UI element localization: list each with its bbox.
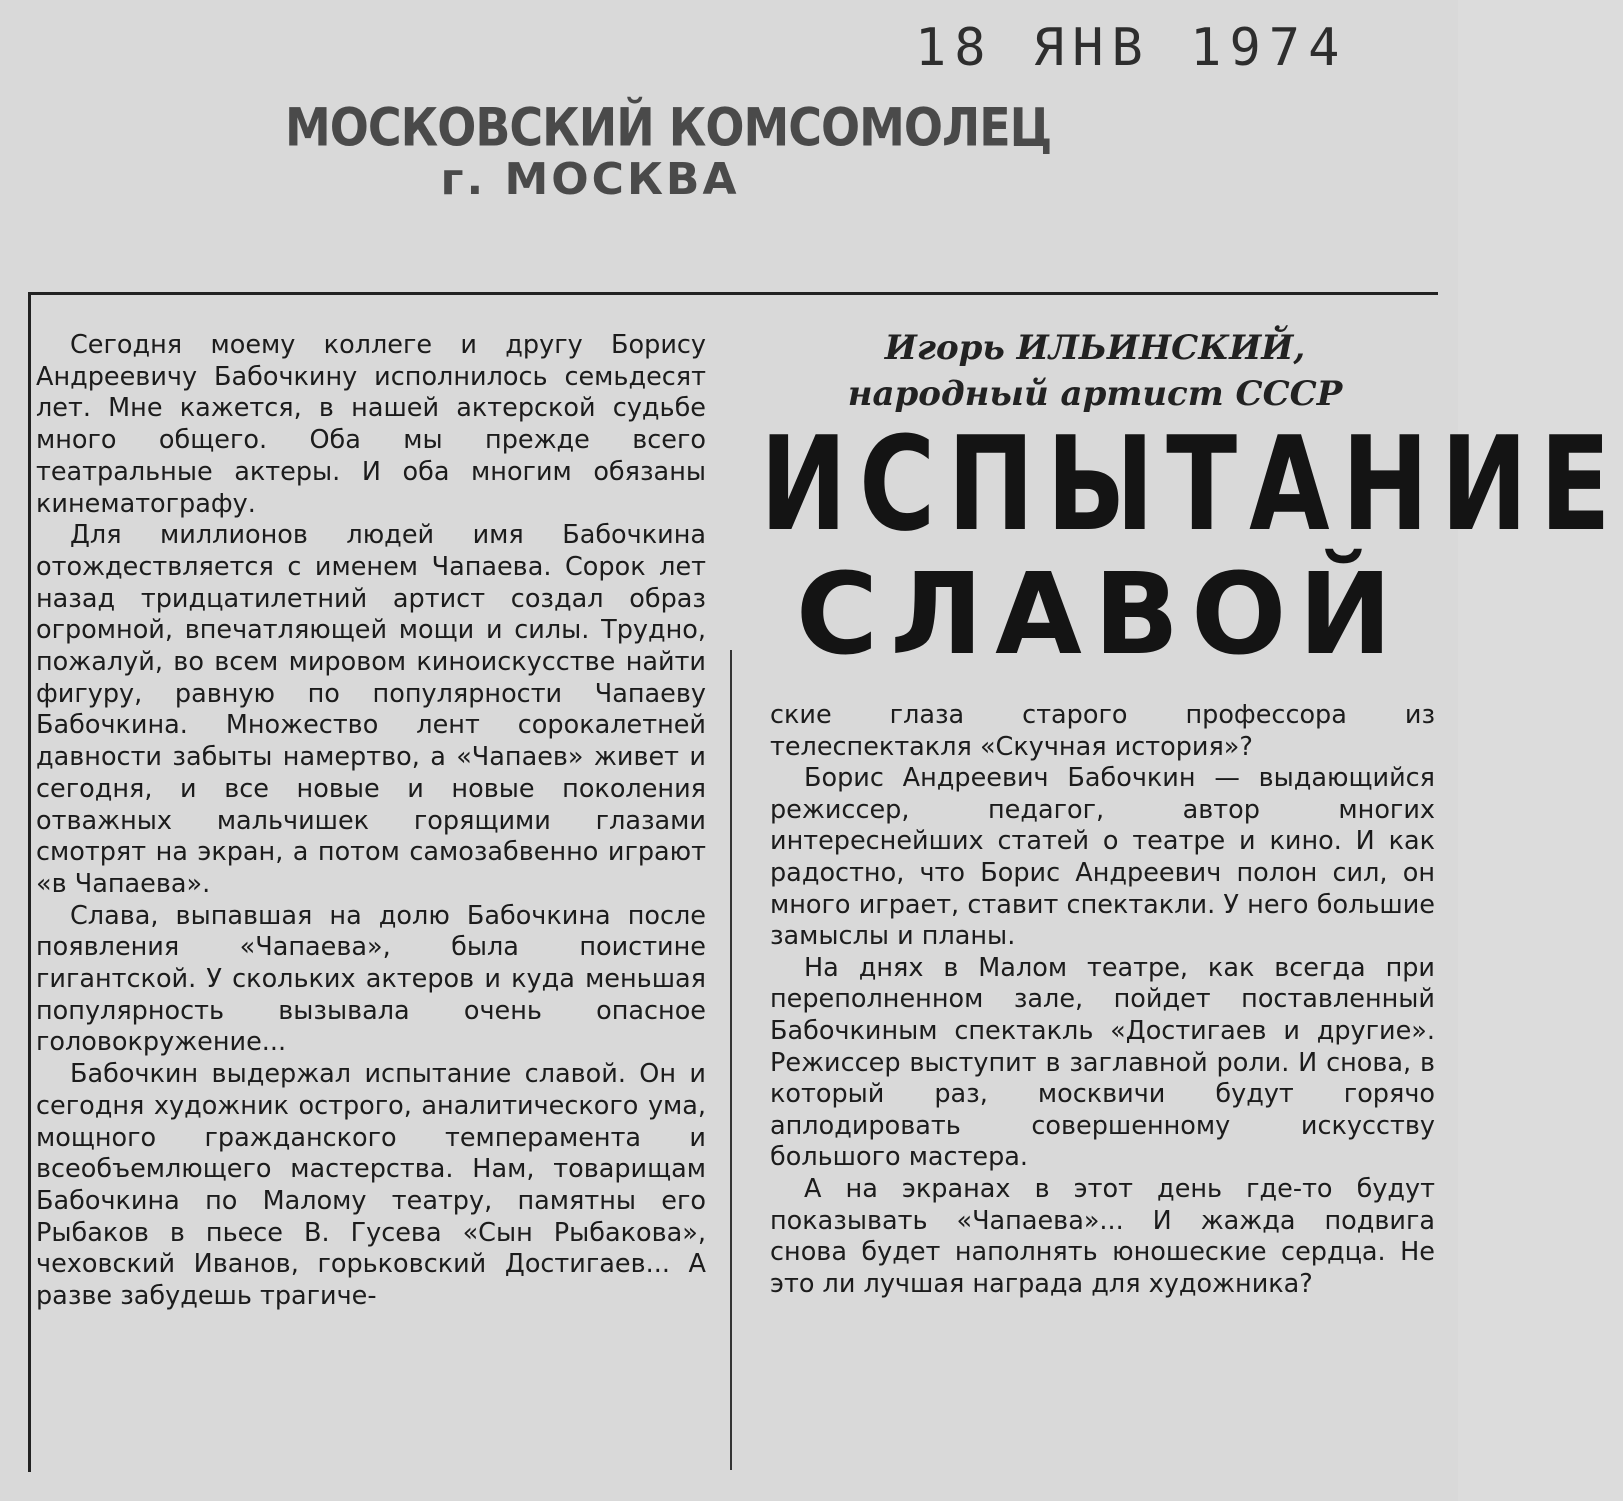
- article-paragraph-continuation: ские глаза старого профессора из телеспектакля «Скучная история»?: [770, 700, 1435, 762]
- date-stamp: 18 ЯНВ 1974: [915, 18, 1348, 78]
- author-name: Игорь ИЛЬИНСКИЙ,: [884, 328, 1306, 368]
- article-paragraph: Сегодня моему коллеге и другу Борису Андреевичу Бабочкину исполнилось семьдесят лет. Мне кажется, в нашей актерской судьбе много общего. Оба мы прежде всего театральные актеры. И оба многим обязаны кинематографу.: [36, 330, 706, 519]
- article-paragraph: Слава, выпавшая на долю Бабочкина после появления «Чапаева», была поистине гигантской. У скольких актеров и куда меньшая популярность вызывала очень опасное головокружение...: [36, 900, 706, 1058]
- frame-left-rule: [28, 292, 31, 1472]
- article-paragraph: На днях в Малом театре, как всегда при переполненном зале, пойдет поставленный Бабочкиным спектакль «Достигаев и другие». Режиссер выступит в заглавной роли. И снова, в который раз, москвичи будут горячо аплодировать совершенному искусству большого мастера.: [770, 952, 1435, 1173]
- article-byline: [760, 325, 1430, 417]
- article-paragraph: Для миллионов людей имя Бабочкина отождествляется с именем Чапаева. Сорок лет назад тридцатилетний артист создал образ огромной, впечатляющей мощи и силы. Трудно, пожалуй, во всем мировом киноискусстве найти фигуру, равную по популярности Чапаеву Бабочкина. Множество лент сорокалетней давности забыты намертво, а «Чапаев» живет и сегодня, и все новые и новые поколения отважных мальчишек горящими глазами смотрят на экран, а потом самозабвенно играют «в Чапаева».: [36, 520, 706, 899]
- article-paragraph: А на экранах в этот день где-то будут показывать «Чапаева»... И жажда подвига снова будет наполнять юношеские сердца. Не это ли лучшая награда для художника?: [770, 1173, 1435, 1299]
- newspaper-city: г. МОСКВА: [440, 154, 740, 205]
- newspaper-name: МОСКОВСКИЙ КОМСОМОЛЕЦ: [285, 95, 1052, 159]
- author-title: народный артист СССР: [847, 374, 1343, 414]
- article-paragraph: Борис Андреевич Бабочкин — выдающийся режиссер, педагог, автор многих интереснейших статей о театре и кино. И как радостно, что Борис Андреевич полон сил, он много играет, ставит спектакли. У него большие замыслы и планы.: [770, 763, 1435, 952]
- article-headline: [760, 407, 1623, 680]
- headline-line-2: СЛАВОЙ: [795, 550, 1405, 680]
- article-right-column: [770, 700, 1435, 1300]
- frame-top-rule: [28, 292, 1438, 295]
- article-left-column: [36, 330, 706, 1313]
- article-paragraph: Бабочкин выдержал испытание славой. Он и сегодня художник острого, аналитического ума, мощного гражданского темперамента и всеобъемлющего мастерства. Нам, товарищам Бабочкина по Малому театру, памятны его Рыбаков в пьесе В. Гусева «Сын Рыбакова», чеховский Иванов, горьковский Достигаев... А разве забудешь трагиче-: [36, 1059, 706, 1312]
- column-divider: [730, 650, 732, 1470]
- newspaper-stamp: [285, 95, 1052, 205]
- headline-line-1: ИСПЫТАНИЕ: [760, 407, 1623, 561]
